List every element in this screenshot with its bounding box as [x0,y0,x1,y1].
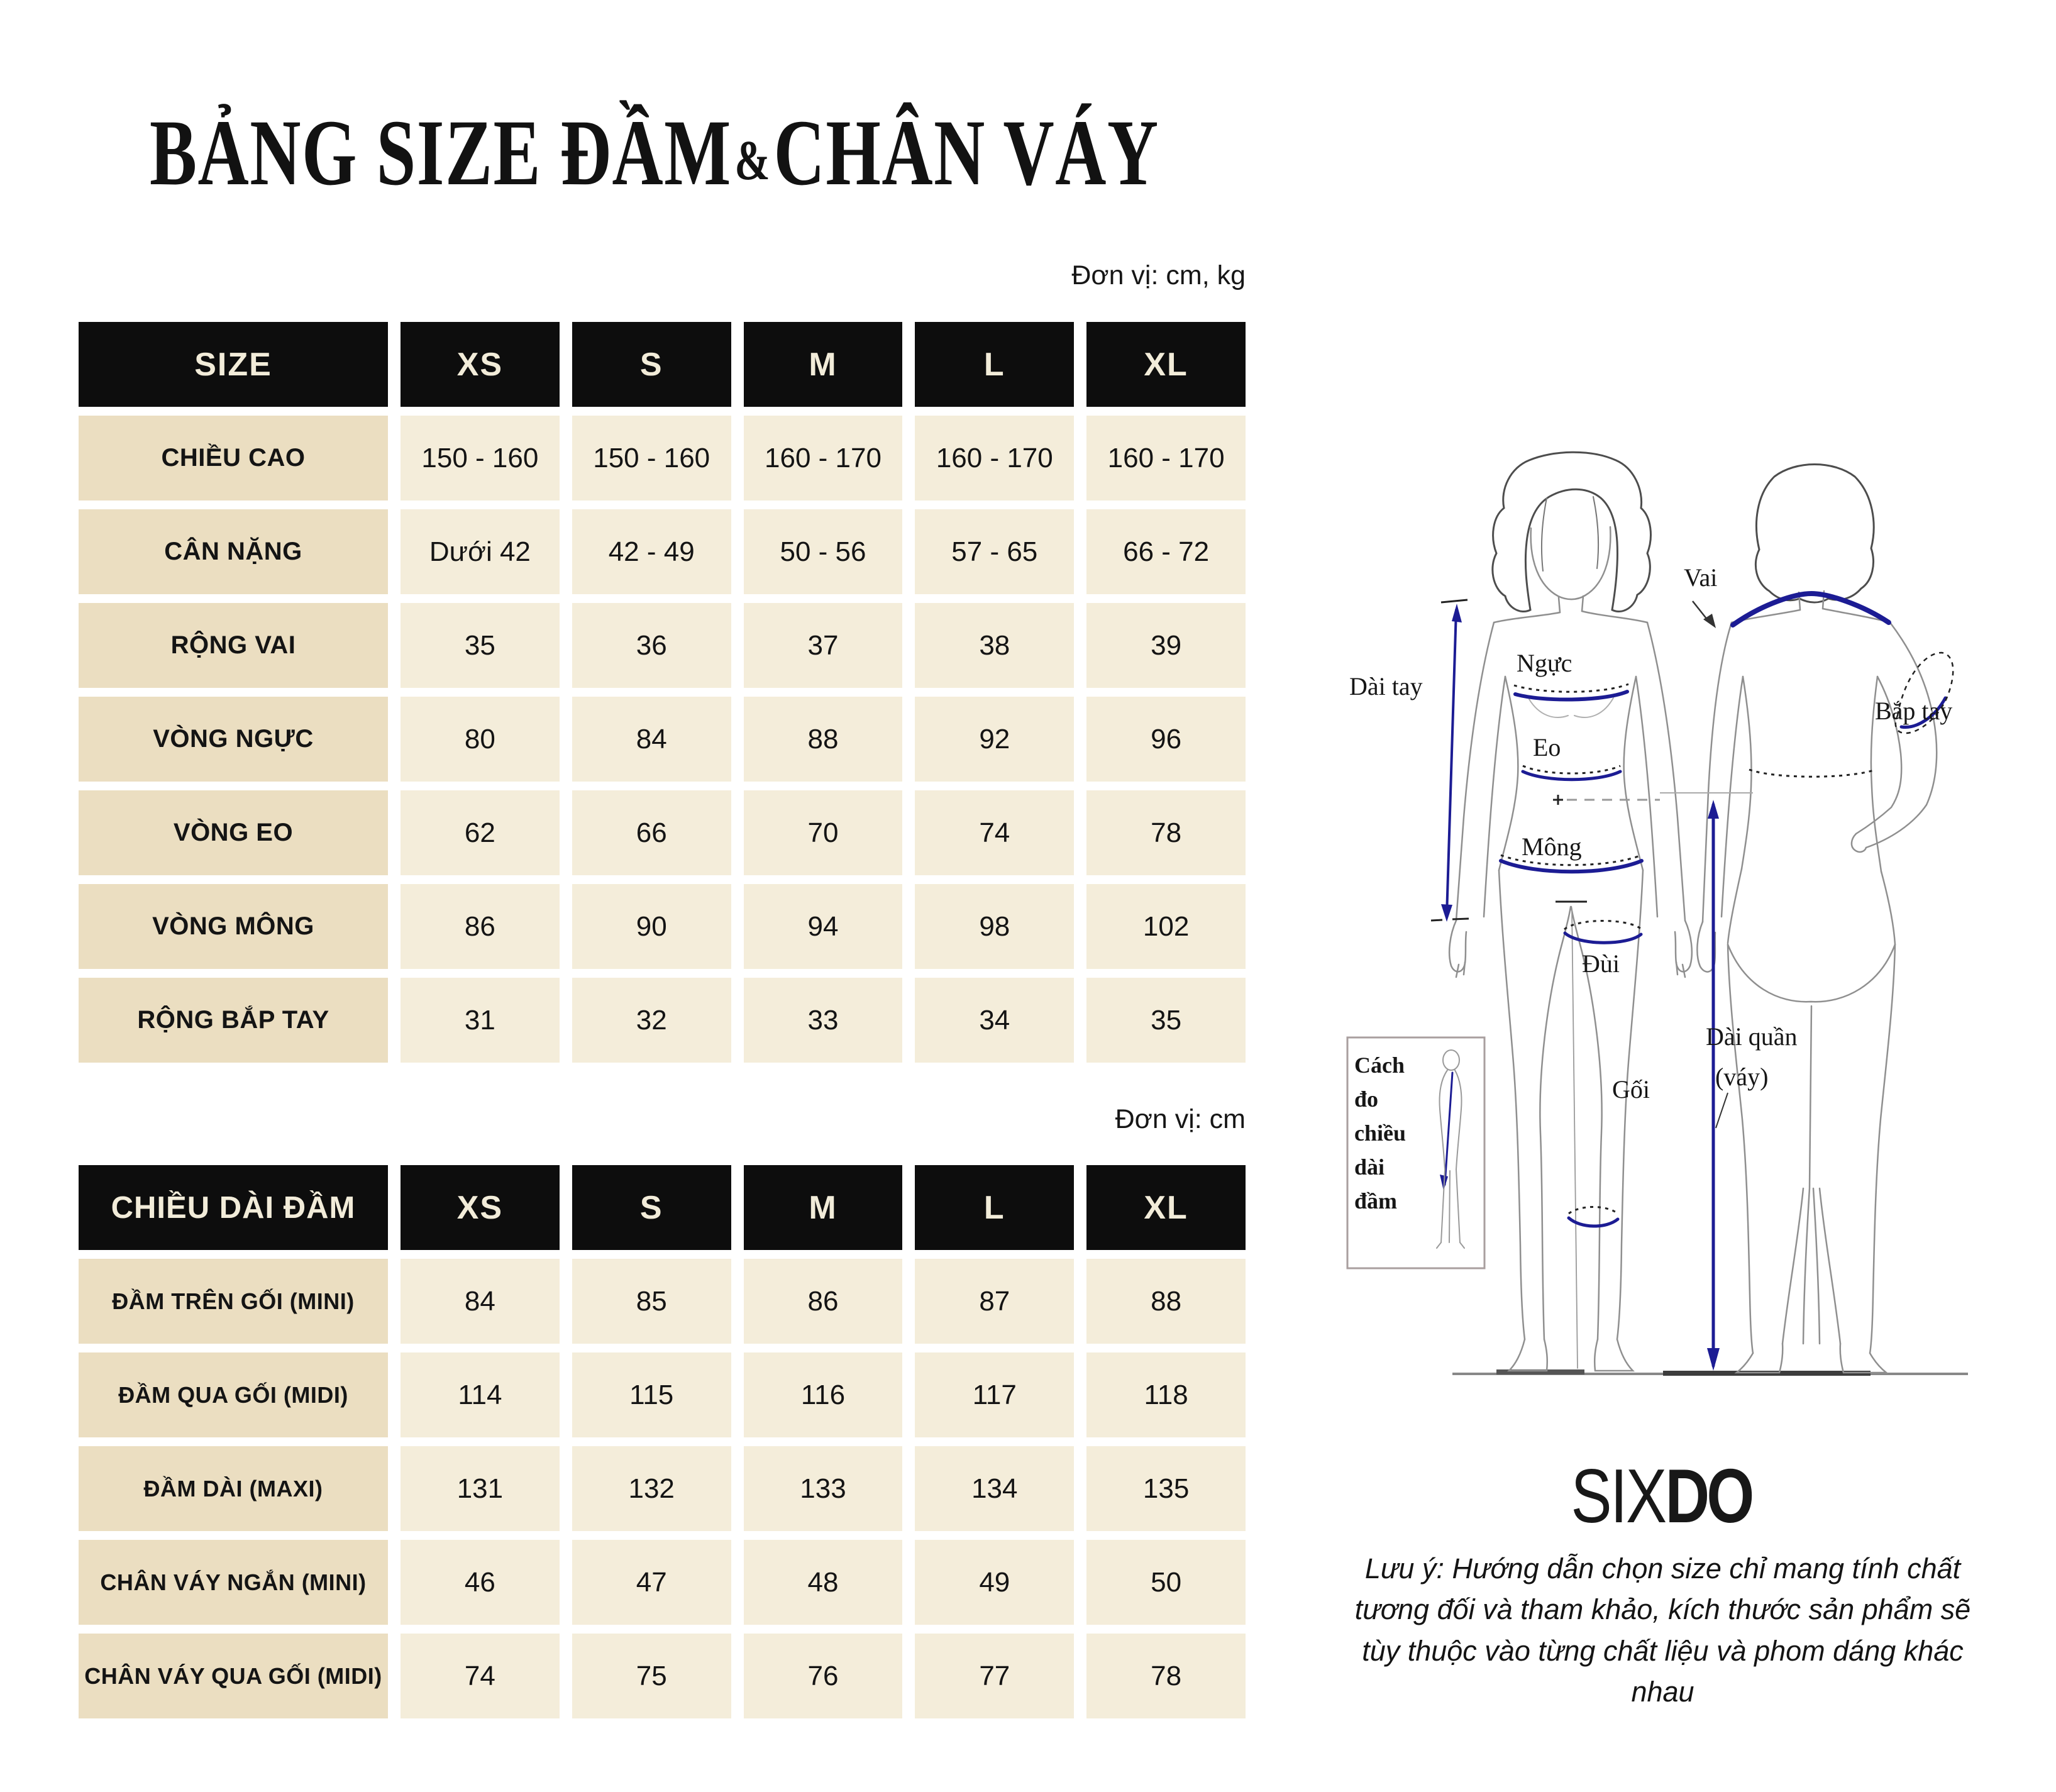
table-cell: 75 [572,1634,731,1718]
table-cell: 78 [1086,790,1246,875]
label-eo: Eo [1533,733,1561,761]
length-table-header-label: CHIỀU DÀI ĐẦM [79,1165,388,1250]
brand-logo-six: SIX [1571,1453,1666,1539]
table-cell: 88 [1086,1259,1246,1344]
table-cell: 102 [1086,884,1246,969]
row-label-dam-qua-goi: ĐẦM QUA GỐI (MIDI) [79,1352,388,1437]
table-cell: 50 - 56 [744,509,903,594]
table-cell: 62 [401,790,560,875]
unit-note-table2: Đơn vị: cm [1115,1104,1246,1134]
table-cell: 135 [1086,1446,1246,1531]
table-cell: 160 - 170 [1086,416,1246,501]
brand-logo-do: DO [1665,1453,1752,1539]
label-mong: Mông [1522,832,1582,861]
table-cell: 85 [572,1259,731,1344]
table-cell: 33 [744,978,903,1063]
row-label-dam-dai: ĐẦM DÀI (MAXI) [79,1446,388,1531]
row-label-chan-vay-ngan: CHÂN VÁY NGẮN (MINI) [79,1540,388,1625]
title-ampersand: & [734,130,771,192]
table-cell: 66 [572,790,731,875]
table-cell: 39 [1086,603,1246,688]
table-cell: 116 [744,1352,903,1437]
row-label-chieu-cao: CHIỀU CAO [79,416,388,501]
table-cell: 31 [401,978,560,1063]
unit-note-table1: Đơn vị: cm, kg [1071,260,1246,290]
table-cell: 78 [1086,1634,1246,1718]
table-cell: 87 [915,1259,1074,1344]
label-vay: (váy) [1715,1063,1769,1091]
table-cell: 35 [401,603,560,688]
row-label-chan-vay-qua-goi: CHÂN VÁY QUA GỐI (MIDI) [79,1634,388,1718]
table-cell: 74 [401,1634,560,1718]
title-part2: CHÂN VÁY [773,101,1159,205]
brand-logo [1571,1453,1752,1539]
table-cell: 160 - 170 [744,416,903,501]
size-table-header-xl: XL [1086,322,1246,407]
table-cell: 98 [915,884,1074,969]
measure-box-line-5: đầm [1354,1188,1398,1214]
table-cell: 150 - 160 [572,416,731,501]
label-vai: Vai [1684,563,1718,592]
table-cell: 88 [744,697,903,782]
label-dai-tay: Dài tay [1349,672,1423,700]
label-nguc: Ngực [1517,649,1572,677]
row-label-dam-tren-goi: ĐẦM TRÊN GỐI (MINI) [79,1259,388,1344]
table-cell: 70 [744,790,903,875]
page-title [150,101,1159,205]
body-measurement-diagram [1308,402,2056,1383]
label-dai-quan: Dài quần [1706,1022,1798,1051]
table-cell: 38 [915,603,1074,688]
table-cell: 132 [572,1446,731,1531]
measure-box-figure [1437,1050,1464,1248]
length-table-header-xl: XL [1086,1165,1246,1250]
disclaimer-note: Lưu ý: Hướng dẫn chọn size chỉ mang tính chất tương đối và tham khảo, kích thước sản phẩm sẽ tùy thuộc vào từng chất liệu và phom dáng khác nhau [1354,1552,1971,1708]
vay-pointer-line [1716,1093,1728,1128]
table-cell: 86 [744,1259,903,1344]
table-cell: 86 [401,884,560,969]
table-cell: 47 [572,1540,731,1625]
label-goi: Gối [1612,1075,1650,1103]
measure-box-line-4: dài [1354,1154,1385,1180]
row-label-can-nang: CÂN NẶNG [79,509,388,594]
table-cell: 66 - 72 [1086,509,1246,594]
size-table [79,322,1246,1063]
size-table-header-xs: XS [401,322,560,407]
row-label-vong-mong: VÒNG MÔNG [79,884,388,969]
table-cell: 35 [1086,978,1246,1063]
length-table [79,1165,1246,1718]
table-cell: 49 [915,1540,1074,1625]
table-cell: 84 [572,697,731,782]
size-table-header-size: SIZE [79,322,388,407]
row-label-vong-nguc: VÒNG NGỰC [79,697,388,782]
arrowheads [1440,604,1720,1371]
table-cell: 76 [744,1634,903,1718]
dotted-guides [1501,653,1953,1214]
table-cell: 150 - 160 [401,416,560,501]
size-table-header-l: L [915,322,1074,407]
label-dui: Đùi [1582,949,1620,978]
table-cell: 115 [572,1352,731,1437]
title-part1: BẢNG SIZE ĐẦM [150,101,732,205]
table-cell: 37 [744,603,903,688]
table-cell: 117 [915,1352,1074,1437]
label-bap-tay: Bắp tay [1875,697,1953,725]
table-cell: 96 [1086,697,1246,782]
table-cell: 80 [401,697,560,782]
row-label-vong-eo: VÒNG EO [79,790,388,875]
table-cell: 48 [744,1540,903,1625]
table-cell: 50 [1086,1540,1246,1625]
table-cell: 133 [744,1446,903,1531]
table-cell: 42 - 49 [572,509,731,594]
table-cell: 90 [572,884,731,969]
table-cell: 134 [915,1446,1074,1531]
row-label-rong-bap-tay: RỘNG BẮP TAY [79,978,388,1063]
measure-box-line-2: đo [1354,1087,1379,1112]
table-cell: 36 [572,603,731,688]
table-cell: 118 [1086,1352,1246,1437]
row-label-rong-vai: RỘNG VAI [79,603,388,688]
table-cell: 92 [915,697,1074,782]
table-cell: Dưới 42 [401,509,560,594]
front-figure-hair [1493,452,1651,611]
table-cell: 46 [401,1540,560,1625]
length-table-header-l: L [915,1165,1074,1250]
table-cell: 32 [572,978,731,1063]
table-cell: 114 [401,1352,560,1437]
measure-box-line-3: chiều [1354,1120,1407,1146]
table-cell: 94 [744,884,903,969]
size-table-header-m: M [744,322,903,407]
table-cell: 74 [915,790,1074,875]
table-cell: 77 [915,1634,1074,1718]
length-table-header-xs: XS [401,1165,560,1250]
back-figure-hair [1755,465,1874,603]
length-table-header-m: M [744,1165,903,1250]
table-cell: 131 [401,1446,560,1531]
table-cell: 57 - 65 [915,509,1074,594]
size-table-header-s: S [572,322,731,407]
table-cell: 160 - 170 [915,416,1074,501]
measure-box-line-1: Cách [1354,1053,1405,1078]
table-cell: 34 [915,978,1074,1063]
table-cell: 84 [401,1259,560,1344]
length-table-header-s: S [572,1165,731,1250]
